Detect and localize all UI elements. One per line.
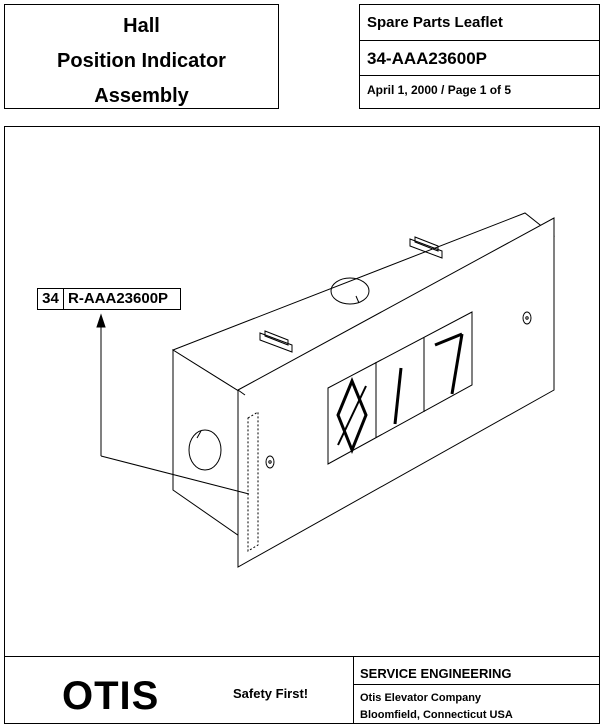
footer-divider xyxy=(4,656,600,657)
title-line-3: Assembly xyxy=(94,85,189,107)
title-line-1: Hall xyxy=(123,15,160,37)
callout-part-number: R-AAA23600P xyxy=(68,290,169,307)
footer-vertical-divider xyxy=(353,656,354,724)
otis-logo: OTIS xyxy=(62,674,160,718)
company-name: Otis Elevator Company xyxy=(360,692,482,704)
department-name: SERVICE ENGINEERING xyxy=(360,666,512,681)
leaflet-type: Spare Parts Leaflet xyxy=(367,14,503,31)
leaflet-date-page: April 1, 2000 / Page 1 of 5 xyxy=(367,83,512,97)
part-callout xyxy=(37,288,181,310)
callout-quantity: 34 xyxy=(38,289,64,309)
safety-slogan: Safety First! xyxy=(233,686,309,701)
footer-dept-divider xyxy=(353,684,600,685)
company-location: Bloomfield, Connecticut USA xyxy=(360,709,513,721)
leaflet-number: 34-AAA23600P xyxy=(367,49,488,68)
title-line-2: Position Indicator xyxy=(57,50,226,72)
